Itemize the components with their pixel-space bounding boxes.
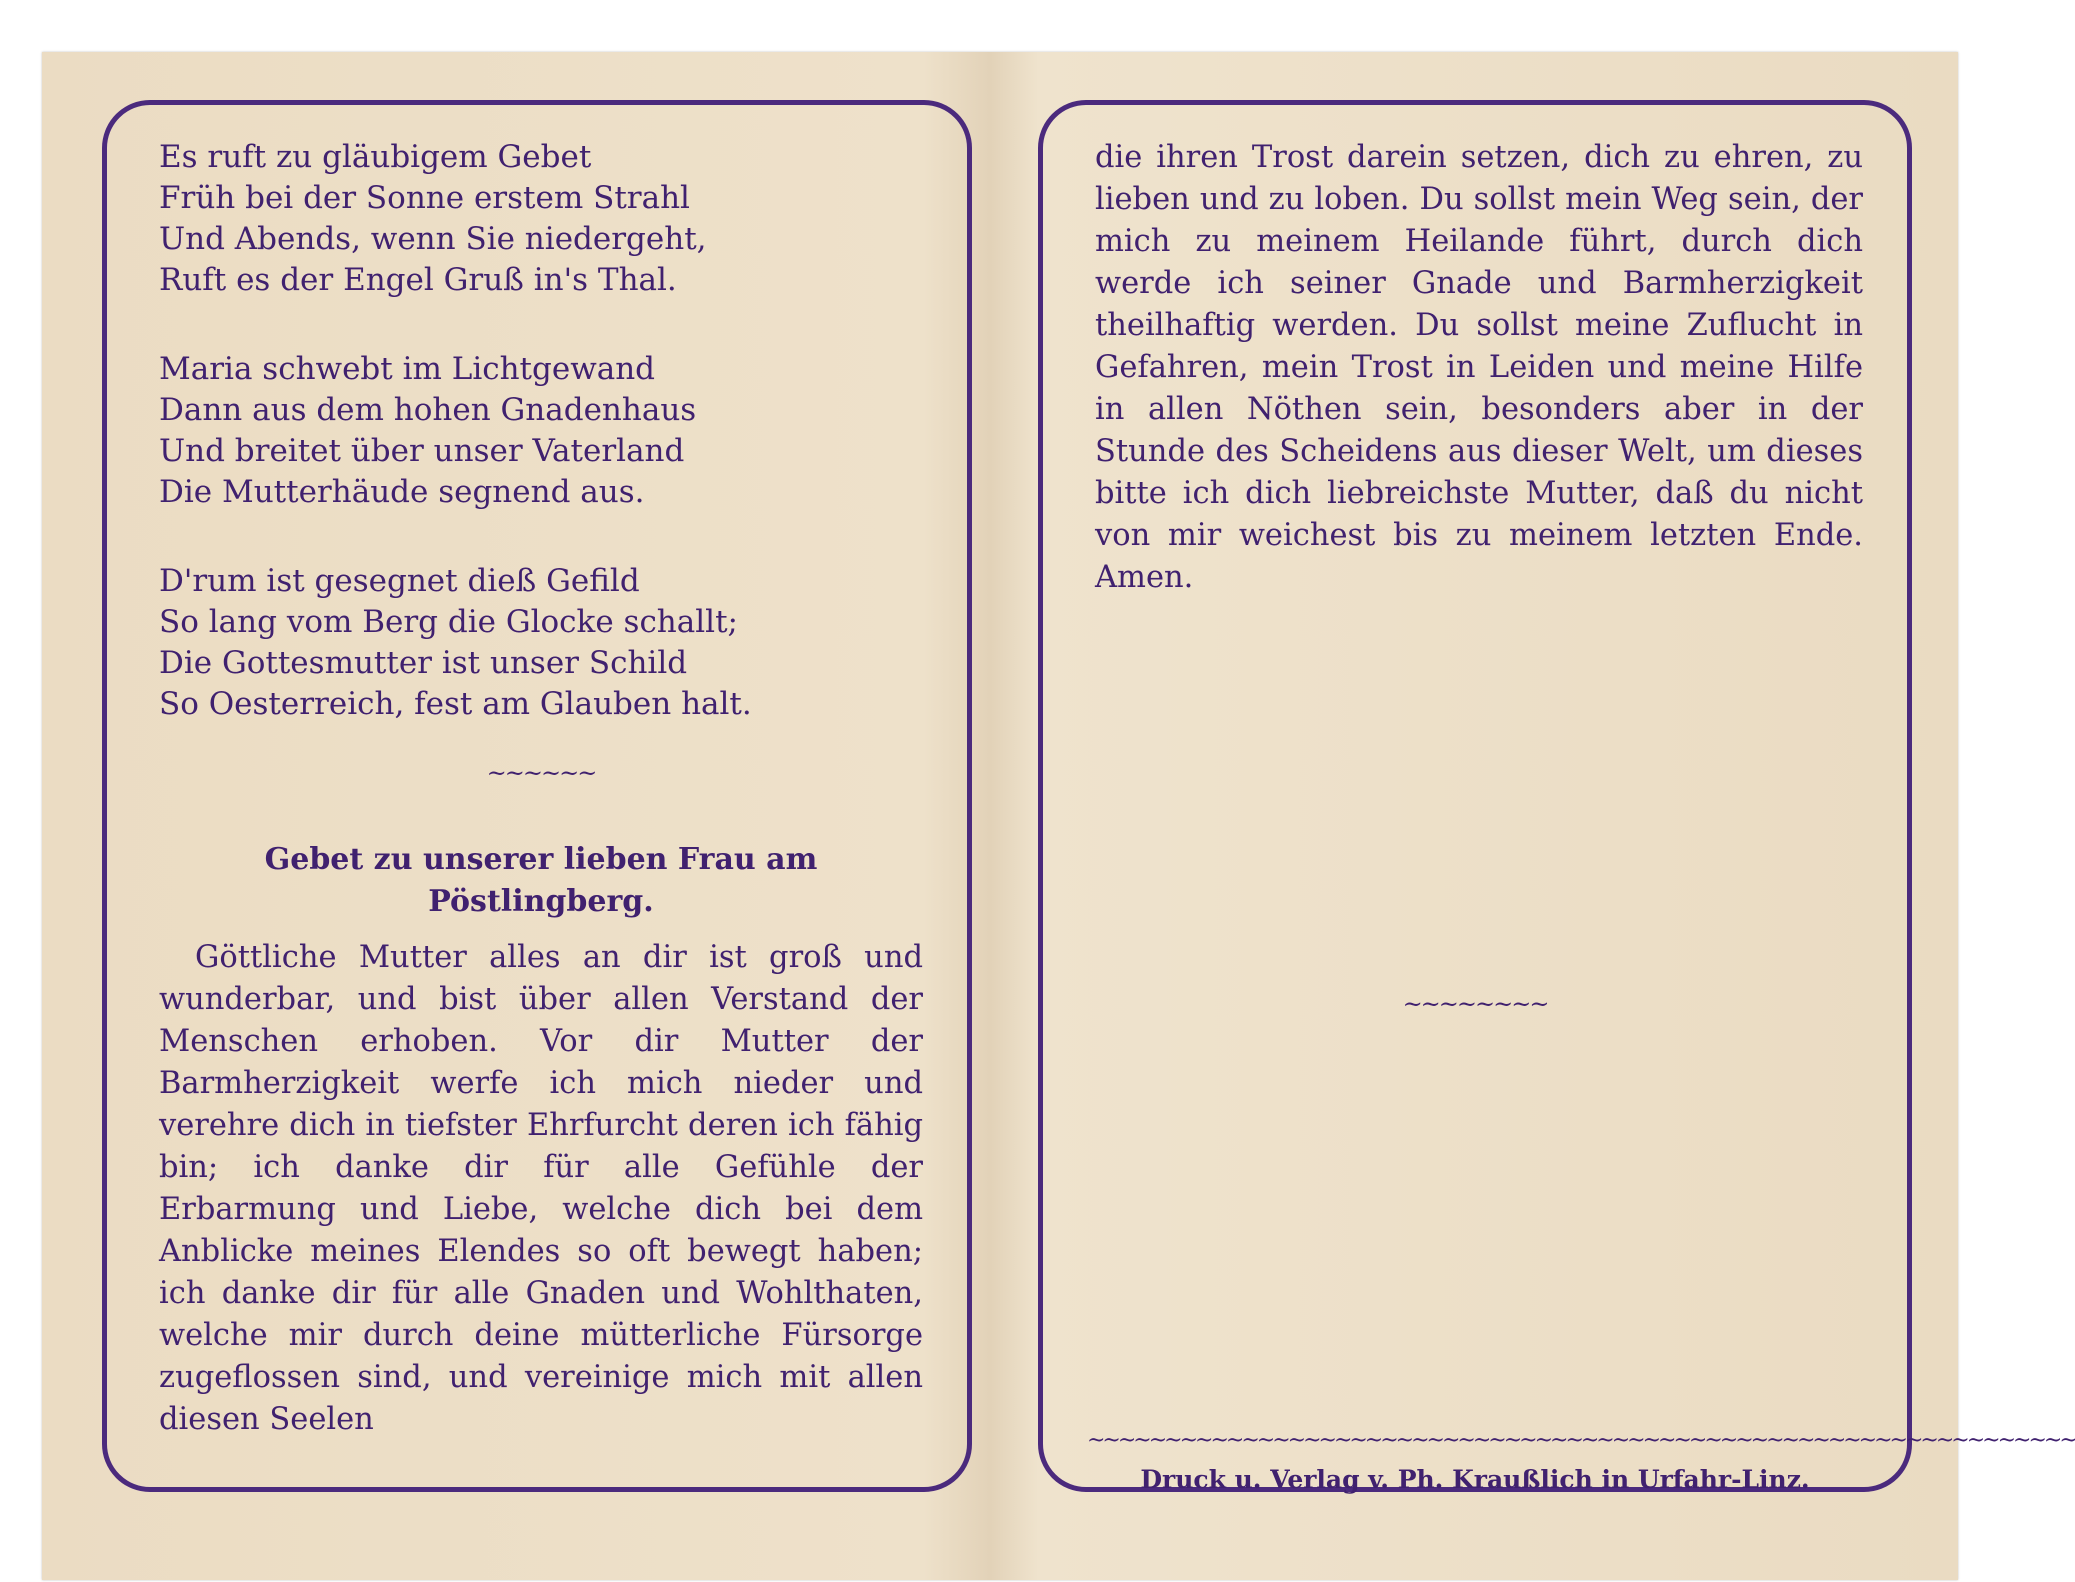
right-page-content <box>1095 137 1863 599</box>
verse-line: Und breitet über unser Vaterland <box>159 433 685 469</box>
verse-line: Dann aus dem hohen Gnadenhaus <box>159 392 697 428</box>
publisher-imprint: Druck u. Verlag v. Ph. Kraußlich in Urfahr-Linz. <box>1140 1465 1810 1494</box>
verse-line: Und Abends, wenn Sie niedergeht, <box>159 221 707 257</box>
verse-line: Die Mutterhäude segnend aus. <box>159 474 645 510</box>
verse-line: Die Gottesmutter ist unser Schild <box>159 645 688 681</box>
verse-line: So Oesterreich, fest am Glauben halt. <box>159 686 752 722</box>
prayer-text-right: die ihren Trost darein setzen, dich zu ehren, zu lieben und zu loben. Du sollst mein Weg sein, der mich zu meinem Heilande führt, durch dich werde ich seiner Gnade und Barmherzigkeit theilhaftig werden. Du sollst meine Zuflucht in Gefahren, mein Trost in Leiden und meine Hilfe in allen Nöthen sein, besonders aber in der Stunde des Scheidens aus dieser Welt, um dieses bitte ich dich liebreichste Mutter, daß du nicht von mir weichest bis zu meinem letzten Ende. Amen. <box>1095 140 1863 595</box>
poem-stanza-2 <box>159 349 923 513</box>
right-page-frame <box>1038 100 2075 1494</box>
verse-line: Es ruft zu gläubigem Gebet <box>159 139 592 175</box>
left-page-content <box>159 137 923 1441</box>
verse-line: Ruft es der Engel Gruß in's Thal. <box>159 262 677 298</box>
verse-line: Früh bei der Sonne erstem Strahl <box>159 180 690 216</box>
left-page-frame <box>102 100 972 1492</box>
prayer-text-left: Göttliche Mutter alles an dir ist groß und wunderbar, und bist über allen Verstand der Menschen erhoben. Vor dir Mutter der Barmherzigkeit werfe ich mich nieder und verehre dich in tiefster Ehrfurcht deren ich fähig bin; ich danke dir für alle Gefühle der Erbarmung und Liebe, welche dich bei dem Anblicke meines Elendes so oft bewegt haben; ich danke dir für alle Gnaden und Wohlthaten, welche mir durch deine mütterliche Fürsorge zugeflossen sind, und vereinige mich mit allen diesen Seelen <box>159 940 923 1437</box>
prayer-card-sheet <box>42 52 2075 1580</box>
poem-stanza-1 <box>159 137 923 301</box>
wave-ornament: ~~~~~~~~ <box>1402 990 1548 1018</box>
poem-stanza-3 <box>159 561 923 725</box>
prayer-title: Gebet zu unserer lieben Frau am Pöstlingberg. <box>264 842 818 919</box>
verse-line: Maria schwebt im Lichtgewand <box>159 351 656 387</box>
wave-border: ~~~~~~~~~~~~~~~~~~~~~~~~~~~~~~~~~~~~~~~~~~~~~~~~~~~~~~~~~~~~~~~~ <box>1087 1428 2075 1453</box>
verse-line: So lang vom Berg die Glocke schallt; <box>159 604 738 640</box>
wave-ornament: ~~~~~~ <box>486 759 596 787</box>
verse-line: D'rum ist gesegnet dieß Gefild <box>159 563 640 599</box>
